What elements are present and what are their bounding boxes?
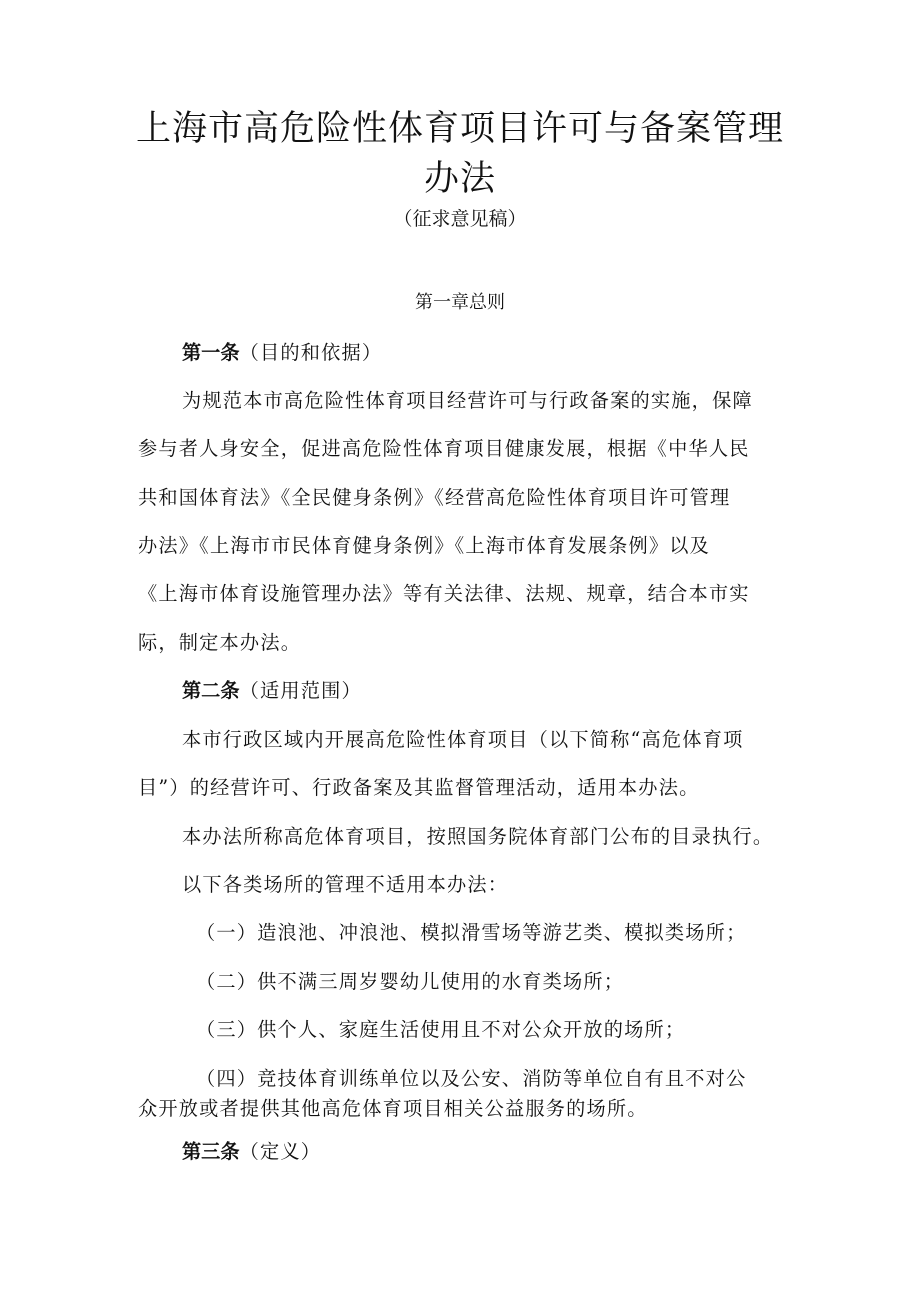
- article-2-item: （四）竞技体育训练单位以及公安、消防等单位自有且不对公: [196, 1067, 747, 1090]
- document-subtitle: （征求意见稿）: [393, 208, 527, 230]
- title-line-1: 上海市高危险性体育项目许可与备案管理: [135, 109, 784, 149]
- article-2-line: 本市行政区域内开展高危险性体育项目（以下简称“高危体育项: [182, 728, 744, 751]
- document-title: [80, 104, 840, 204]
- chapter-heading: 第一章总则: [415, 292, 505, 313]
- article-1-line: 参与者人身安全，促进高危险性体育项目健康发展，根据《中华人民: [138, 437, 750, 460]
- article-1-line: 《上海市体育设施管理办法》等有关法律、法规、规章，结合本市实: [138, 582, 750, 605]
- article-2-item: （三）供个人、家庭生活使用且不对公众开放的场所；: [196, 1018, 686, 1041]
- article-1-label: 第一条: [182, 341, 240, 364]
- article-2-line: 本办法所称高危体育项目，按照国务院体育部门公布的目录执行。: [182, 825, 774, 848]
- article-2-item: （二）供不满三周岁婴幼儿使用的水育类场所；: [196, 970, 625, 993]
- article-1-title: （目的和依据）: [239, 341, 383, 364]
- title-line-2: 办法: [423, 159, 496, 199]
- article-1-line: 为规范本市高危险性体育项目经营许可与行政备案的实施，保障: [182, 389, 753, 412]
- article-2-heading: [182, 676, 832, 706]
- article-1-line: 办法》《上海市市民体育健身条例》《上海市体育发展条例》以及: [138, 534, 711, 557]
- article-3-label: 第三条: [182, 1140, 240, 1163]
- article-3-title: （定义）: [239, 1140, 322, 1163]
- article-1-line: 共和国体育法》《全民健身条例》《经营高危险性体育项目许可管理: [138, 486, 731, 509]
- article-2-item-continued: 众开放或者提供其他高危体育项目相关公益服务的场所。: [138, 1097, 648, 1120]
- article-2-label: 第二条: [182, 679, 240, 702]
- article-2-line: 目”）的经营许可、行政备案及其监督管理活动，适用本办法。: [138, 776, 700, 799]
- article-3-heading: [182, 1137, 832, 1167]
- article-2-title: （适用范围）: [239, 679, 362, 702]
- article-1-line: 际，制定本办法。: [138, 631, 302, 654]
- article-1-heading: [182, 338, 832, 368]
- article-2-item: （一）造浪池、冲浪池、模拟滑雪场等游艺类、模拟类场所；: [196, 921, 747, 944]
- article-2-line: 以下各类场所的管理不适用本办法：: [182, 873, 509, 896]
